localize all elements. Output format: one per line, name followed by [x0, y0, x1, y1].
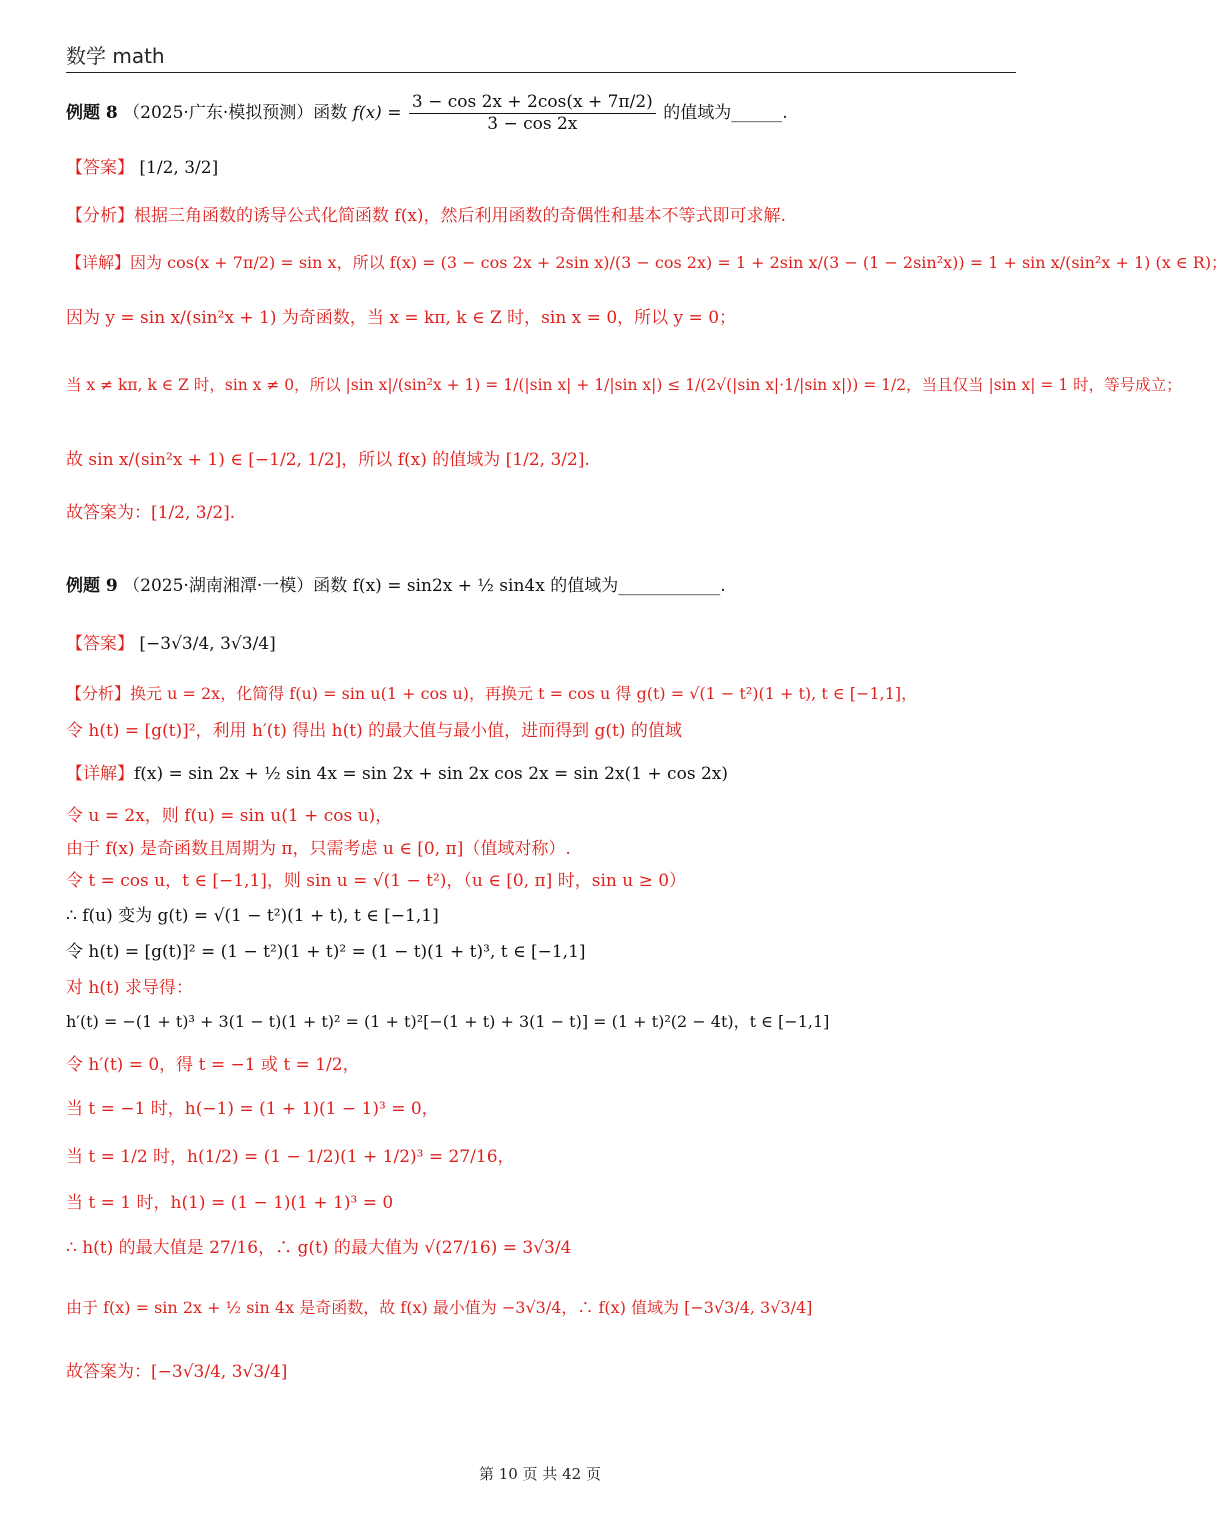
- example8-detail-4: 故 sin x/(sin²x + 1) ∈ [−1/2, 1/2]，所以 f(x) 的值域为 [1/2, 3/2].: [66, 450, 590, 470]
- example8-detail-2: 因为 y = sin x/(sin²x + 1) 为奇函数，当 x = kπ, k ∈ Z 时，sin x = 0，所以 y = 0；: [66, 308, 737, 328]
- example9-source: （2025·湖南湘潭·一模）函数: [123, 576, 348, 596]
- example9-analysis-1: 【分析】换元 u = 2x，化简得 f(u) = sin u(1 + cos u)，再换元 t = cos u 得 g(t) = √(1 − t²)(1 + t), t ∈ [−1,1]，: [66, 684, 918, 703]
- example9-detail-1: 【详解】f(x) = sin 2x + ½ sin 4x = sin 2x + sin 2x cos 2x = sin 2x(1 + cos 2x): [66, 764, 728, 784]
- example9-detail-3: 由于 f(x) 是奇函数且周期为 π，只需考虑 u ∈ [0, π]（值域对称）.: [66, 839, 571, 859]
- example9-answer-value: [−3√3/4, 3√3/4]: [139, 634, 276, 654]
- example8-denominator: 3 − cos 2x: [487, 114, 578, 134]
- page-header: [66, 40, 1016, 73]
- example8-detail-3: 当 x ≠ kπ, k ∈ Z 时，sin x ≠ 0，所以 |sin x|/(sin²x + 1) = 1/(|sin x| + 1/|sin x|) ≤ 1/(2√(|sin x|·1/|sin x|)) = 1/2，当且仅当 |sin x| = 1 时，等号成立；: [66, 376, 1182, 394]
- example8-final: 故答案为：[1/2, 3/2].: [66, 503, 236, 523]
- example9-statement: [66, 578, 726, 595]
- example9-detail-2: 令 u = 2x，则 f(u) = sin u(1 + cos u)，: [66, 806, 393, 826]
- example8-numerator: 3 − cos 2x + 2cos(x + 7π/2): [409, 92, 656, 114]
- example8-source: （2025·广东·模拟预测）函数: [123, 103, 348, 123]
- example9-formula: f(x) = sin2x + ½ sin4x 的值域为____________.: [352, 576, 726, 596]
- example9-detail-4: 令 t = cos u，t ∈ [−1,1]，则 sin u = √(1 − t²)，（u ∈ [0, π] 时，sin u ≥ 0）: [66, 871, 687, 891]
- answer-tag: 【答案】: [66, 158, 134, 178]
- example9-detail-12: 当 t = 1 时，h(1) = (1 − 1)(1 + 1)³ = 0: [66, 1193, 394, 1213]
- page-number: 第 10 页 共 42 页: [478, 1465, 601, 1483]
- header-title: 数学 math: [66, 44, 165, 68]
- example8-formula: f(x) = $\frac{3 - \cos 2x + 2\cos(x + 7\pi/2)}{3 - \cos 2x}$: [353, 92, 658, 135]
- example8-statement: [66, 92, 788, 135]
- example9-detail-6: 令 h(t) = [g(t)]² = (1 − t²)(1 + t)² = (1 − t)(1 + t)³, t ∈ [−1,1]: [66, 942, 586, 962]
- example8-answer: [66, 160, 218, 177]
- example9-detail-5: ∴ f(u) 变为 g(t) = √(1 − t²)(1 + t), t ∈ [−1,1]: [66, 906, 439, 926]
- example9-analysis-2: 令 h(t) = [g(t)]²，利用 h′(t) 得出 h(t) 的最大值与最小值，进而得到 g(t) 的值域: [66, 721, 682, 741]
- example9-detail-10: 当 t = −1 时，h(−1) = (1 + 1)(1 − 1)³ = 0，: [66, 1099, 439, 1119]
- example9-detail-9: 令 h′(t) = 0，得 t = −1 或 t = 1/2，: [66, 1055, 360, 1075]
- example9-detail-14: 由于 f(x) = sin 2x + ½ sin 4x 是奇函数，故 f(x) 最小值为 −3√3/4，∴ f(x) 值域为 [−3√3/4, 3√3/4]: [66, 1298, 813, 1317]
- answer-tag: 【答案】: [66, 634, 134, 654]
- example8-analysis: 【分析】根据三角函数的诱导公式化简函数 f(x)，然后利用函数的奇偶性和基本不等式即可求解.: [66, 206, 786, 226]
- example9-detail-11: 当 t = 1/2 时，h(1/2) = (1 − 1/2)(1 + 1/2)³ = 27/16，: [66, 1147, 515, 1167]
- example8-label: 例题 8: [66, 103, 118, 123]
- example9-detail-7: 对 h(t) 求导得：: [66, 978, 193, 998]
- example9-detail-8: h′(t) = −(1 + t)³ + 3(1 − t)(1 + t)² = (1 + t)²[−(1 + t) + 3(1 − t)] = (1 + t)²(2 − 4t)，t ∈ [−1,1]: [66, 1012, 830, 1031]
- example9-final: 故答案为：[−3√3/4, 3√3/4]: [66, 1362, 288, 1382]
- example9-label: 例题 9: [66, 576, 118, 596]
- example8-answer-value: [1/2, 3/2]: [139, 158, 219, 178]
- example8-detail-1: 【详解】因为 cos(x + 7π/2) = sin x，所以 f(x) = (3 − cos 2x + 2sin x)/(3 − cos 2x) = 1 + 2sin x/(3 − (1 − 2sin²x)) = 1 + sin x/(sin²x + 1) (x ∈ R)；: [66, 253, 1227, 272]
- example9-detail-13: ∴ h(t) 的最大值是 27/16，∴ g(t) 的最大值为 √(27/16) = 3√3/4: [66, 1238, 572, 1258]
- example9-answer: [66, 636, 276, 653]
- example8-tail: 的值域为______.: [663, 103, 788, 123]
